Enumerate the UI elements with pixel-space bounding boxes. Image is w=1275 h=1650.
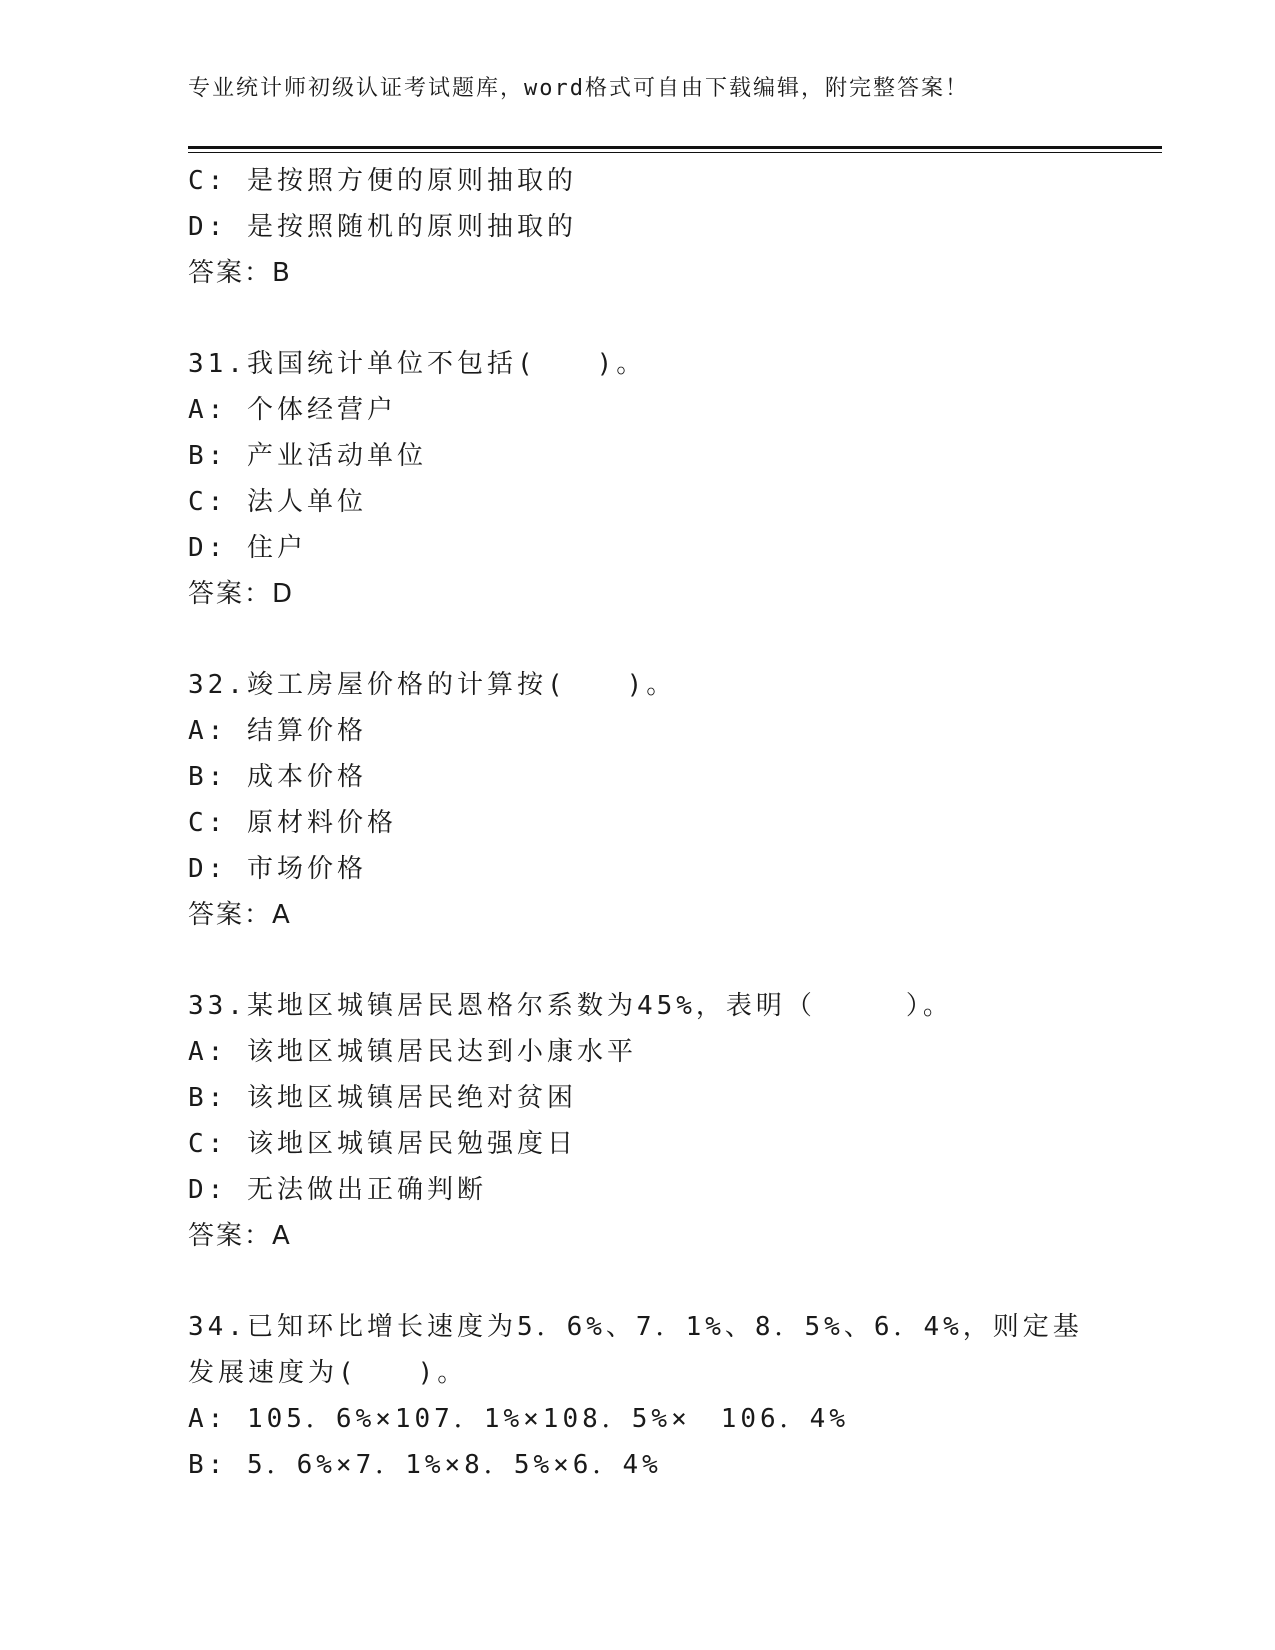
- option-a: A: 结算价格: [188, 716, 367, 746]
- answer-line: 答案：D: [188, 579, 295, 609]
- option-d: D: 无法做出正确判断: [188, 1175, 487, 1205]
- option-a: A: 该地区城镇居民达到小康水平: [188, 1037, 637, 1067]
- answer-line: 答案：A: [188, 900, 292, 930]
- question-33: [188, 983, 1088, 1259]
- option-b: B: 该地区城镇居民绝对贫困: [188, 1083, 577, 1113]
- question-stem: 32.竣工房屋价格的计算按( )。: [188, 670, 677, 700]
- answer-line: 答案：A: [188, 1221, 292, 1251]
- spacer: [188, 617, 1088, 662]
- option-d: D: 市场价格: [188, 854, 367, 884]
- option-b: B: 5．6%×7．1%×8．5%×6．4%: [188, 1450, 662, 1480]
- option-d: D: 是按照随机的原则抽取的: [188, 212, 577, 242]
- spacer: [188, 296, 1088, 341]
- option-a: A: 个体经营户: [188, 395, 397, 425]
- option-a: A: 105．6%×107．1%×108．5%× 106．4%: [188, 1404, 849, 1434]
- option-c: C: 是按照方便的原则抽取的: [188, 166, 577, 196]
- spacer: [188, 938, 1088, 983]
- answer-line: 答案：B: [188, 258, 292, 288]
- option-c: C: 原材料价格: [188, 808, 397, 838]
- spacer: [188, 1259, 1088, 1304]
- option-d: D: 住户: [188, 533, 307, 563]
- question-32: [188, 662, 1088, 938]
- option-b: B: 产业活动单位: [188, 441, 427, 471]
- carryover-question: [188, 158, 1088, 296]
- question-34: [188, 1304, 1088, 1488]
- option-b: B: 成本价格: [188, 762, 367, 792]
- header-rule-thick: [188, 146, 1162, 149]
- question-list: [188, 158, 1088, 1488]
- option-c: C: 法人单位: [188, 487, 367, 517]
- page-header: 专业统计师初级认证考试题库，word格式可自由下载编辑，附完整答案！: [188, 76, 969, 101]
- question-stem: 34.已知环比增长速度为5．6%、7．1%、8．5%、6．4%，则定基发展速度为( )。: [188, 1312, 1083, 1388]
- option-c: C: 该地区城镇居民勉强度日: [188, 1129, 577, 1159]
- question-stem: 31.我国统计单位不包括( )。: [188, 349, 647, 379]
- question-31: [188, 341, 1088, 617]
- header-rule-thin: [188, 152, 1162, 153]
- question-stem: 33.某地区城镇居民恩格尔系数为45%，表明（ ）。: [188, 991, 953, 1021]
